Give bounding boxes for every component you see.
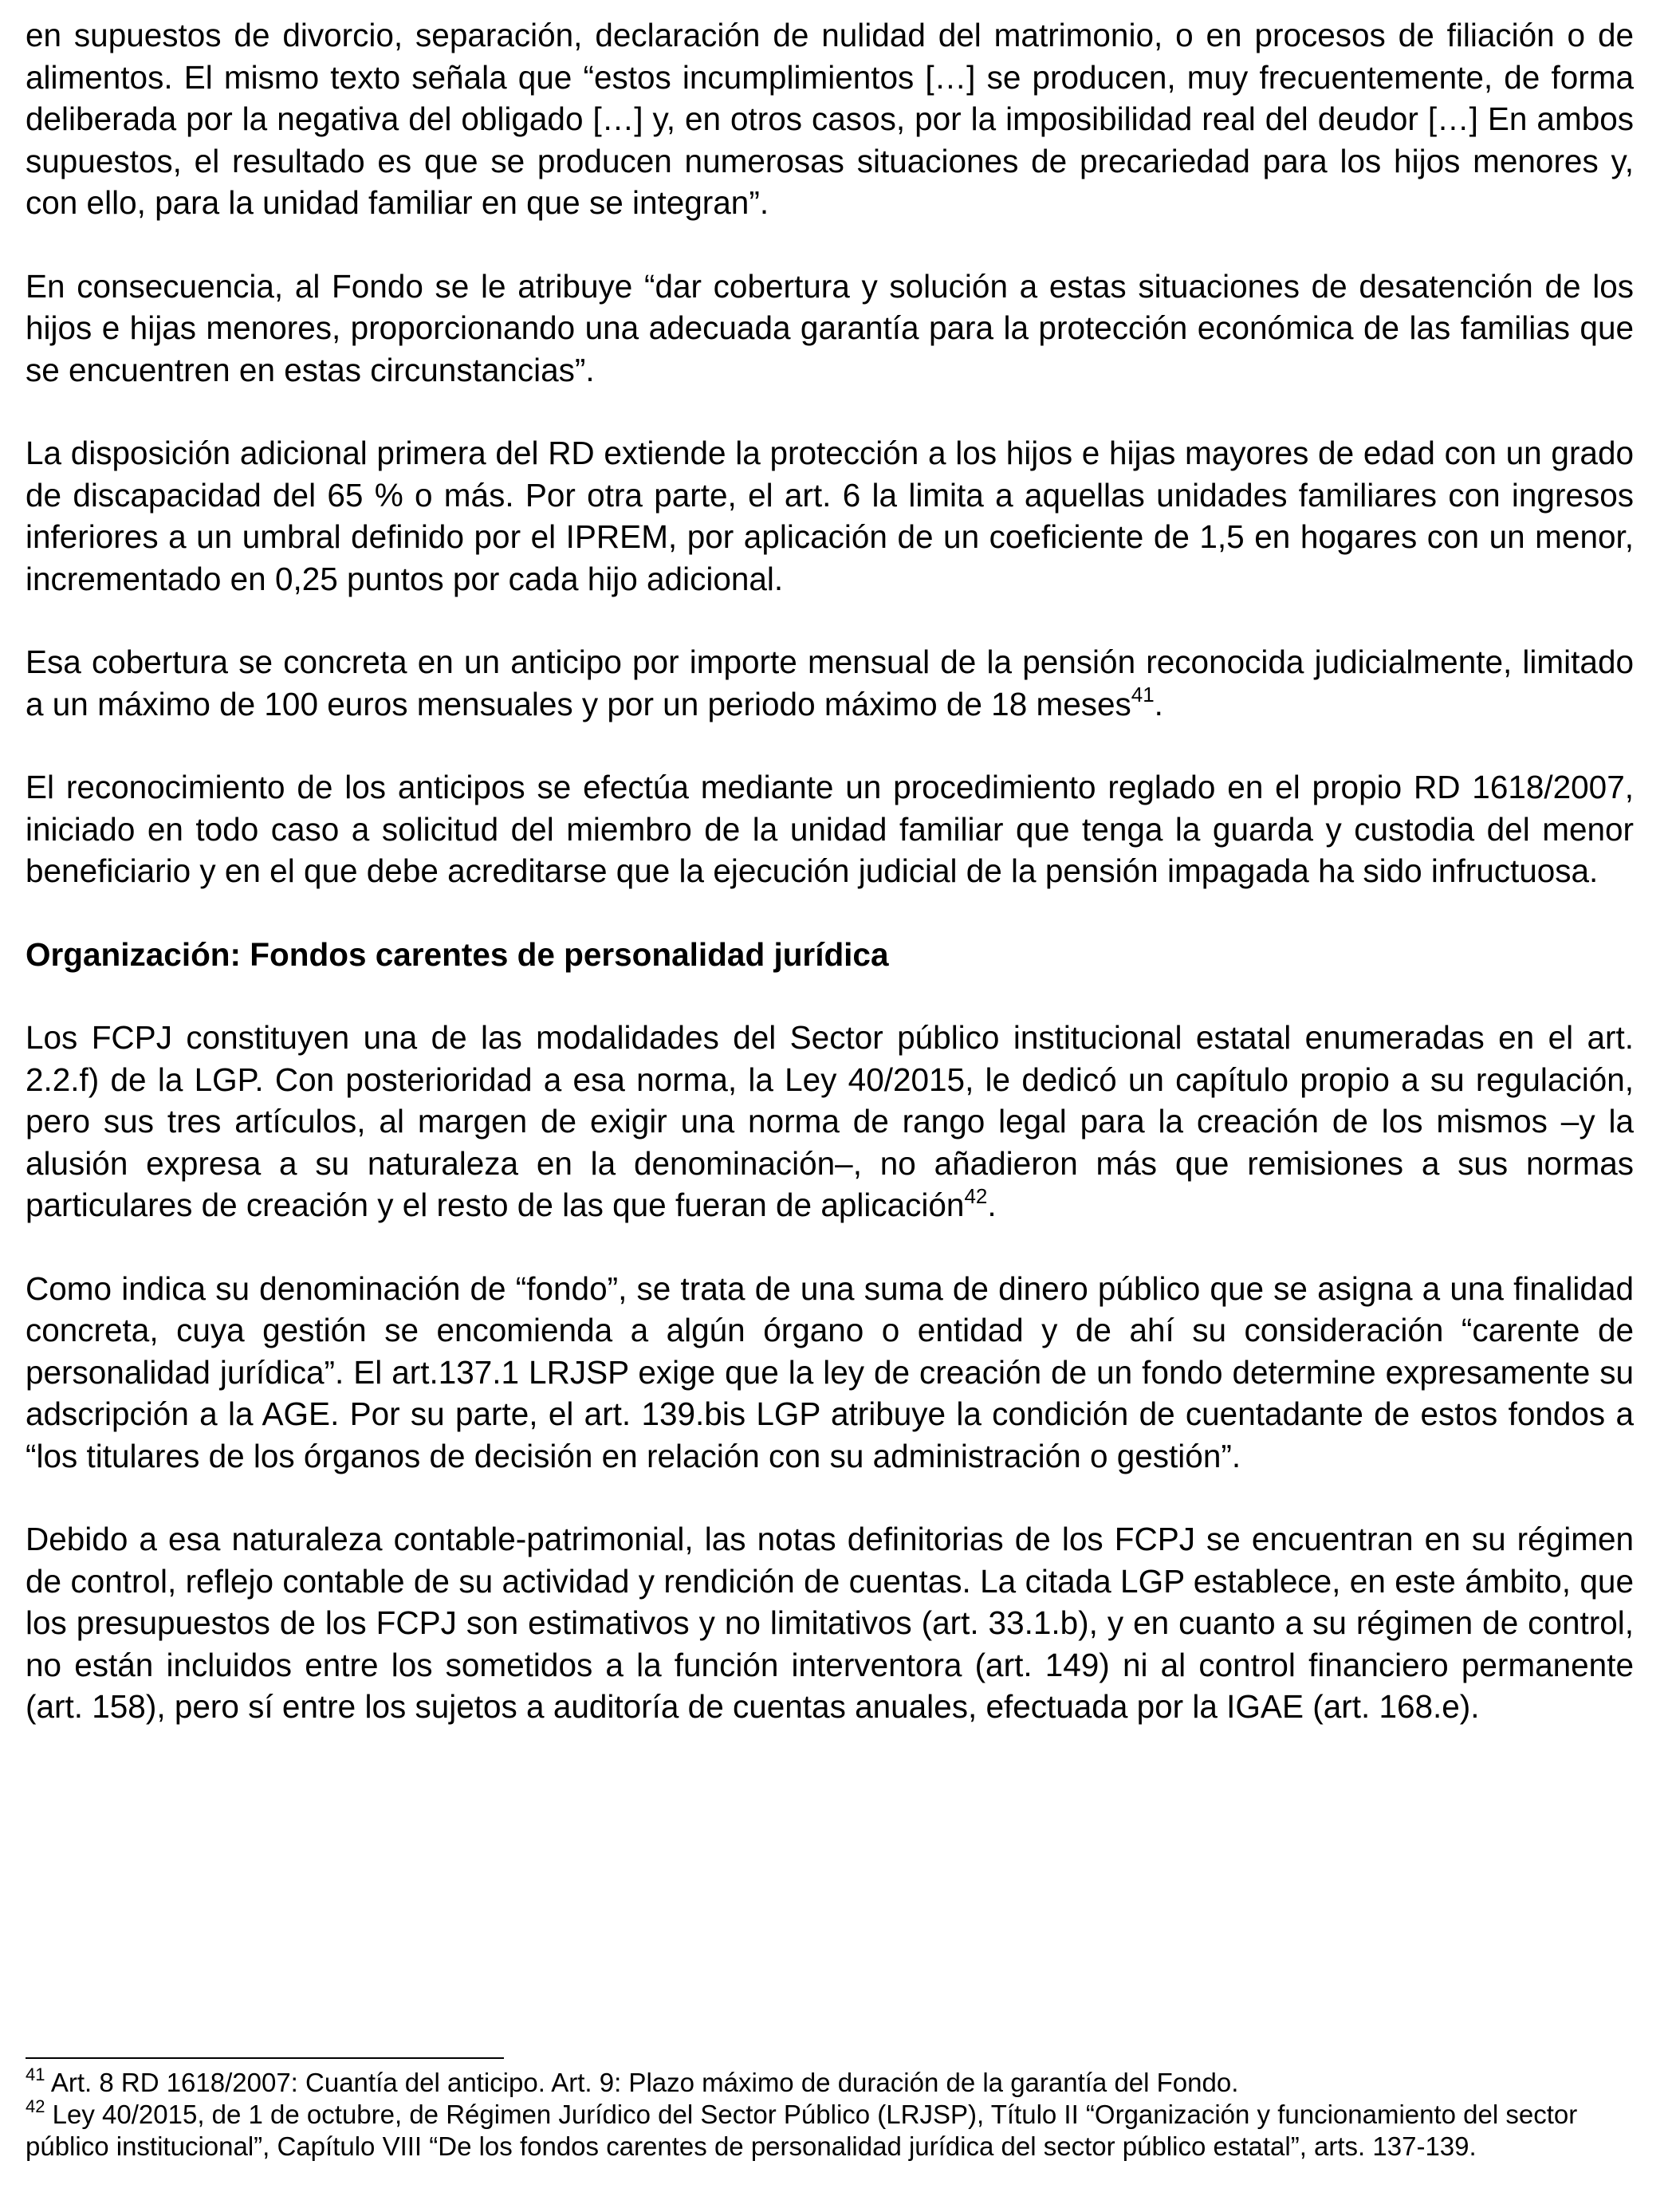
footnote-number: 41: [26, 2064, 45, 2084]
document-body: [26, 14, 1634, 1769]
paragraph-7: Como indica su denominación de “fondo”, se trata de una suma de dinero público que se asigna a una finalidad concreta, cuya gestión se encomienda a algún órgano o entidad y de ahí su consideración “carente de personalidad jurídica”. El art.137.1 LRJSP exige que la ley de creación de un fondo determine expresamente su adscripción a la AGE. Por su parte, el art. 139.bis LGP atribuye la condición de cuentadante de estos fondos a “los titulares de los órganos de decisión en relación con su administración o gestión”.: [26, 1269, 1634, 1474]
footnote-ref-41[interactable]: 41: [1131, 683, 1155, 707]
footnote-text: Art. 8 RD 1618/2007: Cuantía del anticipo. Art. 9: Plazo máximo de duración de la garantía del Fondo.: [45, 2068, 1239, 2097]
paragraph-4-end: .: [1154, 685, 1163, 722]
paragraph-1: en supuestos de divorcio, separación, declaración de nulidad del matrimonio, o en procesos de filiación o de alimentos. El mismo texto señala que “estos incumplimientos […] se producen, muy frecuentemente, de forma deliberada por la negativa del obligado […] y, en otros casos, por la imposibilidad real del deudor […] En ambos supuestos, el resultado es que se producen numerosas situaciones de precariedad para los hijos menores y, con ello, para la unidad familiar en que se integran”.: [26, 17, 1634, 221]
footnote-41: [26, 2064, 1634, 2099]
paragraph-5: El reconocimiento de los anticipos se efectúa mediante un procedimiento reglado en el propio RD 1618/2007, iniciado en todo caso a solicitud del miembro de la unidad familiar que tenga la guarda y custodia del menor beneficiario y en el que debe acreditarse que la ejecución judicial de la pensión impagada ha sido infructuosa.: [26, 769, 1634, 889]
paragraph-4-text: Esa cobertura se concreta en un anticipo por importe mensual de la pensión reconocida judicialmente, limitado a un máximo de 100 euros mensuales y por un periodo máximo de 18 meses: [26, 644, 1634, 722]
footnote-number: 42: [26, 2096, 45, 2116]
section-heading: Organización: Fondos carentes de personalidad jurídica: [26, 935, 889, 973]
footnote-42: [26, 2096, 1634, 2163]
paragraph-3: La disposición adicional primera del RD extiende la protección a los hijos e hijas mayores de edad con un grado de discapacidad del 65 % o más. Por otra parte, el art. 6 la limita a aquellas unidades familiares con ingresos inferiores a un umbral definido por el IPREM, por aplicación de un coeficiente de 1,5 en hogares con un menor, incrementado en 0,25 puntos por cada hijo adicional.: [26, 435, 1634, 597]
footnote-separator: [26, 2057, 504, 2059]
footnote-ref-42[interactable]: 42: [964, 1183, 988, 1208]
paragraph-8: Debido a esa naturaleza contable-patrimonial, las notas definitorias de los FCPJ se encuentran en su régimen de control, reflejo contable de su actividad y rendición de cuentas. La citada LGP establece, en este ámbito, que los presupuestos de los FCPJ son estimativos y no limitativos (art. 33.1.b), y en cuanto a su régimen de control, no están incluidos entre los sometidos a la función interventora (art. 149) ni al control financiero permanente (art. 158), pero sí entre los sujetos a auditoría de cuentas anuales, efectuada por la IGAE (art. 168.e).: [26, 1521, 1634, 1725]
footnotes: [26, 2064, 1634, 2163]
paragraph-4: [26, 641, 1634, 725]
paragraph-6-end: .: [987, 1187, 997, 1223]
paragraph-2: En consecuencia, al Fondo se le atribuye “dar cobertura y solución a estas situaciones de desatención de los hijos e hijas menores, proporcionando una adecuada garantía para la protección económica de las familias que se encuentren en estas circunstancias”.: [26, 267, 1634, 388]
footnote-text: Ley 40/2015, de 1 de octubre, de Régimen Jurídico del Sector Público (LRJSP), Título II “Organización y funcionamiento del sector público institucional”, Capítulo VIII “De los fondos carentes de personalidad jurídica del sector público estatal”, arts. 137-139.: [26, 2100, 1578, 2161]
paragraph-6: [26, 1017, 1634, 1226]
paragraph-6-text: Los FCPJ constituyen una de las modalidades del Sector público institucional estatal enumeradas en el art. 2.2.f) de la LGP. Con posterioridad a esa norma, la Ley 40/2015, le dedicó un capítulo propio a su regulación, pero sus tres artículos, al margen de exigir una norma de rango legal para la creación de los mismos –y la alusión expresa a su naturaleza en la denominación–, no añadieron más que remisiones a sus normas particulares de creación y el resto de las que fueran de aplicación: [26, 1019, 1634, 1223]
